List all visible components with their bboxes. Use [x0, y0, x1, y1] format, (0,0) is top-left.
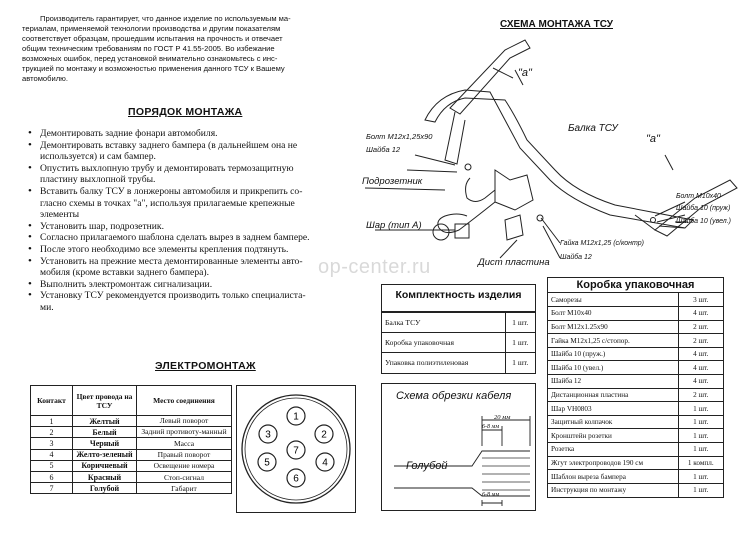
wire-color-label: Голубой	[406, 460, 448, 472]
wiring-color: Желто-зеленый	[73, 449, 137, 460]
wiring-place: Левый поворот	[137, 416, 232, 427]
ball-label: Шар (тип А)	[366, 220, 422, 231]
warranty-line: общим техническим требованиям по ГОСТ Р 41.55-2005. Во избежание	[22, 44, 275, 53]
wiring-row	[31, 438, 232, 449]
warranty-line: териалам, применяемой технологии производства и другим показателям	[22, 24, 281, 33]
box-item-name: Шайба 10 (увел.)	[548, 361, 678, 375]
box-item-qty: 4 шт.	[678, 361, 723, 375]
box-item-name: Шайба 12	[548, 375, 678, 389]
box-item-qty: 1 компл.	[678, 456, 723, 470]
box-item-qty: 1 шт.	[678, 402, 723, 416]
point-a-label-1: "а"	[518, 67, 532, 79]
wiring-row	[31, 427, 232, 438]
cable-wires	[482, 458, 530, 490]
box-row	[548, 429, 723, 443]
wiring-row	[31, 460, 232, 471]
box-row	[548, 443, 723, 457]
schema-title: СХЕМА МОНТАЖА ТСУ	[500, 19, 613, 30]
dim-total-label: 20 мм	[494, 414, 511, 421]
install-step: • Установить шар, подрозетник.	[26, 221, 356, 233]
wiring-pin: 3	[31, 438, 73, 449]
electric-title: ЭЛЕКТРОМОНТАЖ	[155, 360, 256, 372]
box-item-qty: 4 шт.	[678, 307, 723, 321]
point-a-mark-2	[665, 155, 673, 170]
wiring-pin: 6	[31, 471, 73, 482]
box-row	[548, 483, 723, 497]
wiring-place: Стоп-сигнал	[137, 471, 232, 482]
wiring-color: Красный	[73, 471, 137, 482]
box-item-qty: 2 шт.	[678, 334, 723, 348]
box-item-name: Кронштейн розетки	[548, 429, 678, 443]
connector-pin-label: 3	[265, 429, 271, 441]
warranty-text	[22, 14, 352, 84]
warranty-line: возможных ошибок, перед установкой внимательно ознакомьтесь с инс-	[22, 54, 278, 63]
wiring-pin: 7	[31, 483, 73, 494]
install-step: • Установку ТСУ рекомендуется производить только специалиста-	[26, 290, 356, 302]
install-order-title: ПОРЯДОК МОНТАЖА	[128, 106, 243, 118]
install-step: ми.	[40, 301, 54, 313]
install-step: • Опустить выхлопную трубу и демонтировать термозащитную	[26, 163, 356, 175]
wiring-row	[31, 471, 232, 482]
install-step: • Демонтировать вставку заднего бампера (в дальнейшем она не	[26, 140, 356, 152]
installation-drawing	[355, 30, 750, 275]
box-item-name: Гайка М12х1,25 с/стопор.	[548, 334, 678, 348]
kit-row	[382, 313, 535, 333]
kit-row	[382, 333, 535, 353]
box-item-qty: 4 шт.	[678, 347, 723, 361]
kit-table	[381, 284, 536, 374]
connector-svg	[237, 386, 355, 512]
box-row	[548, 361, 723, 375]
bolt-right-label: Болт М10х40	[676, 193, 721, 200]
warranty-line: Производитель гарантирует, что данное изделие по используемым ма-	[40, 14, 291, 23]
box-item-name: Шар VH0803	[548, 402, 678, 416]
box-item-name: Шайба 10 (пруж.)	[548, 347, 678, 361]
washer-spring-label: Шайба 10 (пруж)	[676, 205, 731, 212]
box-item-qty: 1 шт.	[678, 429, 723, 443]
install-step: элементы	[40, 209, 80, 221]
bolt-left-label: Болт М12х1,25х90	[366, 132, 433, 141]
box-row	[548, 470, 723, 484]
watermark: op-center.ru	[318, 256, 431, 278]
box-item-qty: 2 шт.	[678, 320, 723, 334]
box-item-qty: 3 шт.	[678, 293, 723, 307]
box-row	[548, 293, 723, 307]
box-item-name: Жгут электропроводов 190 см	[548, 456, 678, 470]
connector-pin-label: 7	[293, 445, 299, 457]
wiring-color: Черный	[73, 438, 137, 449]
box-row	[548, 402, 723, 416]
kit-item-name: Упаковка полиэтиленовая	[382, 353, 505, 373]
kit-title: Комплектность изделия	[382, 285, 535, 312]
wiring-place: Освещение номера	[137, 460, 232, 471]
socket-connector-diagram	[236, 385, 356, 513]
install-step: • Демонтировать задние фонари автомобиля.	[26, 128, 356, 140]
install-steps-list	[26, 128, 356, 314]
wiring-pin: 4	[31, 449, 73, 460]
wiring-pin: 2	[31, 427, 73, 438]
plate-label: Дист пластина	[478, 257, 550, 268]
cable-drawing	[382, 406, 535, 510]
wiring-color: Голубой	[73, 483, 137, 494]
box-contents-table	[547, 277, 724, 498]
left-rail-side	[445, 112, 465, 164]
washer-nut-label: Шайба 12	[560, 254, 592, 261]
connector-pin-label: 5	[264, 457, 270, 469]
point-a-label-2: "а"	[646, 133, 660, 145]
box-row	[548, 415, 723, 429]
box-item-qty: 2 шт.	[678, 388, 723, 402]
wiring-color: Желтый	[73, 416, 137, 427]
washer-left-label: Шайба 12	[366, 145, 401, 154]
wiring-row	[31, 449, 232, 460]
socket-bracket	[466, 178, 495, 202]
connector-pin-label: 6	[293, 473, 299, 485]
box-item-qty: 1 шт.	[678, 483, 723, 497]
install-step: • После этого необходимо все элементы крепления подтянуть.	[26, 244, 356, 256]
wiring-row	[31, 483, 232, 494]
box-item-name: Болт М10х40	[548, 307, 678, 321]
install-step: • Вставить балку ТСУ в лонжероны автомобиля и прикрепить со-	[26, 186, 356, 198]
wiring-header-color: Цвет провода на ТСУ	[73, 386, 137, 416]
socket-bracket-label: Подрозетник	[362, 176, 423, 187]
kit-item-qty: 1 шт.	[505, 353, 535, 373]
box-item-name: Саморезы	[551, 295, 582, 304]
box-item-name: Дистанционная пластина	[548, 388, 678, 402]
box-row	[548, 456, 723, 470]
warranty-line: соответствует образцам, прошедшим испытания на прочность и отвечает	[22, 34, 283, 43]
install-step: используется) и сам бампер.	[40, 151, 156, 163]
distance-plate	[505, 215, 523, 240]
box-item-name: Инструкция по монтажу	[548, 483, 678, 497]
bolt-right	[651, 218, 656, 223]
box-item-name: Шаблон выреза бампера	[548, 470, 678, 484]
wiring-pin: 1	[31, 416, 73, 427]
install-step: • Согласно прилагаемого шаблона сделать вырез в заднем бампере.	[26, 232, 356, 244]
kit-item-name: Балка ТСУ	[382, 313, 505, 333]
nut-label: Гайка М12х1,25 (с/контр)	[560, 240, 644, 247]
mount-bracket	[495, 170, 533, 210]
install-step: • Выполнить электромонтаж сигнализации.	[26, 279, 356, 291]
wiring-place: Задний противоту-манный	[137, 427, 232, 438]
box-title: Коробка упаковочная	[548, 278, 723, 293]
install-step: пластину выхлопной трубы.	[40, 174, 156, 186]
connector-pin-label: 1	[293, 411, 299, 423]
wiring-header-place: Место соединения	[137, 386, 232, 416]
beam-label: Балка ТСУ	[568, 123, 618, 134]
box-item-qty: 1 шт.	[678, 470, 723, 484]
bolt-left	[465, 164, 471, 170]
wiring-place: Масса	[137, 438, 232, 449]
wiring-color: Коричневый	[73, 460, 137, 471]
warranty-line: автомобилю.	[22, 74, 68, 83]
install-step: • Установить на прежние места демонтированные элементы авто-	[26, 256, 356, 268]
box-row	[548, 334, 723, 348]
connector-pin-label: 4	[322, 457, 328, 469]
box-item-qty: 1 шт.	[678, 415, 723, 429]
wiring-pin: 5	[31, 460, 73, 471]
connector-pin-label: 2	[321, 429, 327, 441]
wiring-place: Правый поворот	[137, 449, 232, 460]
dim-bottom	[482, 500, 502, 506]
wiring-table	[30, 385, 232, 494]
box-item-name: Розетка	[548, 443, 678, 457]
wiring-row	[31, 416, 232, 427]
box-row	[548, 375, 723, 389]
ball-neck	[438, 202, 495, 233]
warranty-line: трукцией по монтажу и возможностью применения данного ТСУ к Вашему	[22, 64, 285, 73]
kit-item-name: Коробка упаковочная	[382, 333, 505, 353]
box-item-name: Защитный колпачок	[548, 415, 678, 429]
wiring-color: Белый	[73, 427, 137, 438]
wiring-place: Габарит	[137, 483, 232, 494]
tow-beam	[425, 90, 693, 228]
kit-row	[382, 353, 535, 373]
box-row	[548, 388, 723, 402]
wiring-header-pin: Контакт	[31, 386, 73, 416]
box-item-qty: 1 шт.	[678, 443, 723, 457]
cable-title: Схема обрезки кабеля	[396, 390, 512, 402]
install-step: мобиля (кроме вставки заднего бампера).	[40, 267, 209, 279]
dim-strip-label: 6-8 мм	[482, 424, 500, 430]
box-item-name: Болт М12х1.25х90	[548, 320, 678, 334]
box-row	[548, 320, 723, 334]
box-row	[548, 307, 723, 321]
kit-item-qty: 1 шт.	[505, 313, 535, 333]
box-item-qty: 4 шт.	[678, 375, 723, 389]
box-row	[548, 347, 723, 361]
kit-item-qty: 1 шт.	[505, 333, 535, 353]
washer-wide-label: Шайба 10 (увел.)	[676, 218, 731, 225]
install-step: гласно схемы в точках "а", используя прилагаемые крепежные	[40, 197, 295, 209]
cable-cut-scheme	[381, 383, 536, 511]
dim-bottom-label: 6-8 мм	[482, 492, 500, 498]
